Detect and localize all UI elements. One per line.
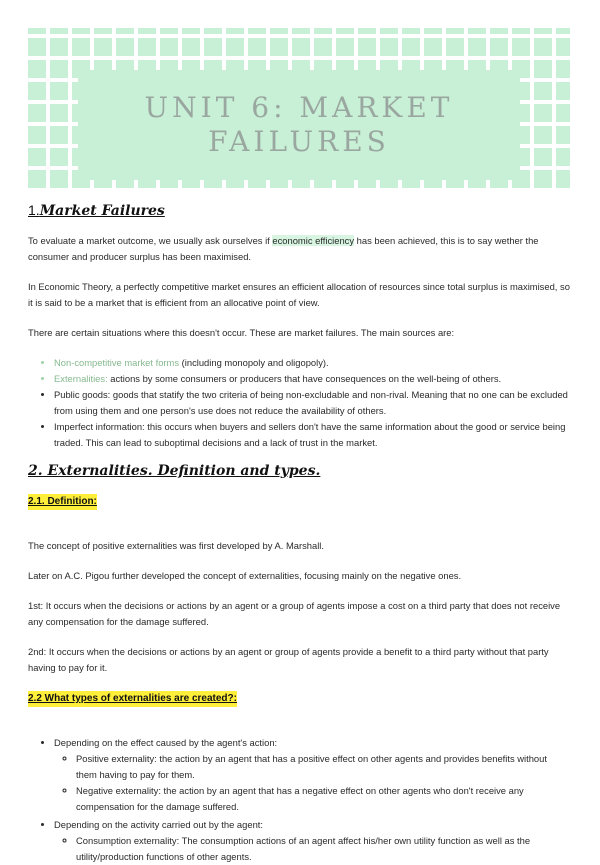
list-item-text: Depending on the effect caused by the agent's action: [54,737,278,748]
list-item: ◦ Negative externality: the action by an agent that has a negative effect on other agents who don't receive any compensation for the damage suffered. [76,783,570,815]
list-item: ◦ Consumption externality: The consumption actions of an agent affect his/her own utility function as well as the utility/production functions of other agents. [76,833,570,865]
section1-number: 1. [28,202,40,218]
source-term: Externalities: [54,373,108,384]
section2-paragraph-2: Later on A.C. Pigou further developed the concept of externalities, focusing mainly on the negative ones. [28,570,462,581]
title-banner [28,28,570,188]
document-body [28,202,570,865]
section2-paragraph-4: 2nd: It occurs when the decisions or actions by an agent or group of agents provide a benefit to a third party without that party having to pay for it. [28,646,549,673]
list-item [54,735,570,815]
list-item [54,387,570,419]
list-item [54,419,570,451]
source-text: actions by some consumers or producers that have consequences on the well-being of others. [107,373,502,384]
section2-paragraph-1: The concept of positive externalities was first developed by A. Marshall. [28,540,324,551]
section1-heading [28,202,570,219]
section1-paragraph-1 [28,233,570,265]
activity-sublist [54,833,570,865]
section1-heading-text: Market Failures [39,203,165,219]
subsection-types-heading: 2.2 What types of externalities are created?: [28,691,237,707]
section2-heading: 2. Externalities. Definition and types. [28,463,321,479]
section2-paragraph-3: 1st: It occurs when the decisions or actions by an agent or a group of agents impose a cost on a third party that does not receive any compensation for the damage suffered. [28,600,561,627]
list-item [54,371,570,387]
p1-text-after: has been achieved, this is to say wether the consumer and producer surplus has been maximised. [28,235,539,262]
market-failure-sources-list [28,355,570,451]
list-item [54,355,570,371]
subsection-definition-heading: 2.1. Definition: [28,494,97,510]
title-box [78,70,520,180]
p1-text-before: To evaluate a market outcome, we usually ask ourselves if [28,235,273,246]
section1-paragraph-2: In Economic Theory, a perfectly competitive market ensures an efficient allocation of resources since total surplus is maximised, so it is said to be a market that is efficient from an allocative point of view. [28,281,570,308]
externality-types-list [28,735,570,865]
page-title: UNIT 6: MARKET FAILURES [144,91,454,158]
source-text: Imperfect information: this occurs when buyers and sellers don't have the same information about the good or service being traded. This can lead to suboptimal decisions and a lack of trust in the market. [54,421,566,448]
source-term: Non-competitive market forms [54,357,180,368]
source-text: (including monopoly and oligopoly). [179,357,329,368]
section1-paragraph-3: There are certain situations where this doesn't occur. These are market failures. The main sources are: [28,327,455,338]
effect-sublist [54,751,570,815]
list-item-text: Depending on the activity carried out by the agent: [54,819,263,830]
list-item [54,817,570,865]
source-text: Public goods: goods that statify the two criteria of being non-excludable and non-rival. Meaning that no one can be excluded from using them and one person's use does not reduce the availability of others. [54,389,568,416]
list-item: ◦ Positive externality: the action by an agent that has a positive effect on other agents and provides benefits without them having to pay for them. [76,751,570,783]
economic-efficiency-highlight: economic efficiency [272,235,355,246]
